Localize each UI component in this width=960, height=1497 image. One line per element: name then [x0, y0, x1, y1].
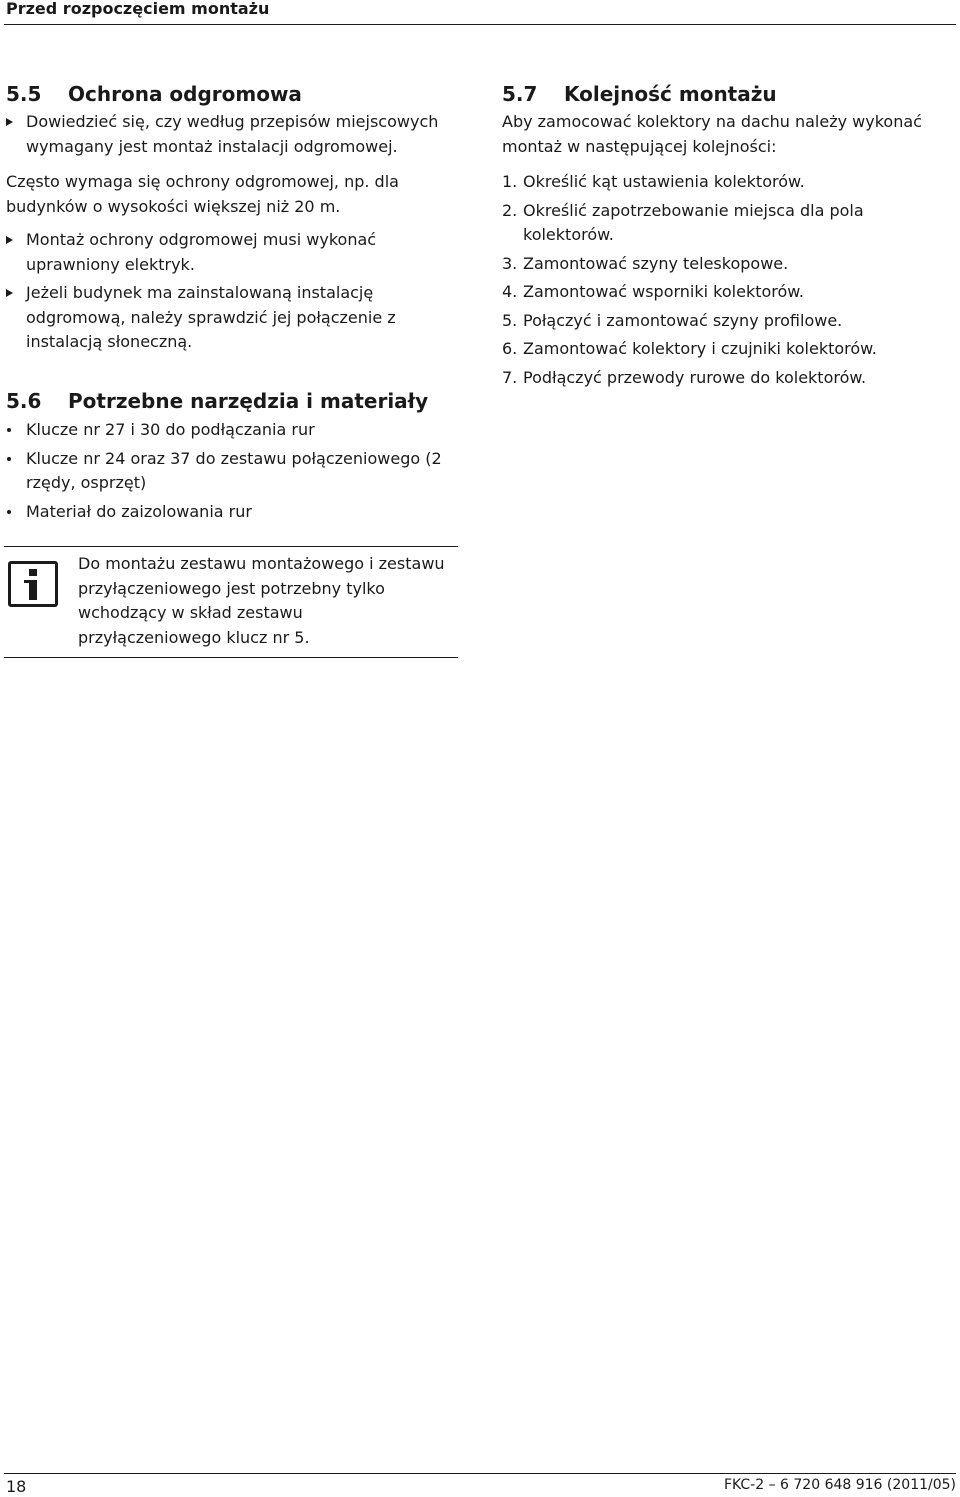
info-note — [4, 546, 458, 658]
step-number: 2. — [502, 200, 518, 220]
page-number: 18 — [6, 1477, 27, 1496]
list-item-text: Klucze nr 24 oraz 37 do zestawu połączeniowego (2 rzędy, osprzęt) — [26, 448, 442, 492]
step-number: 6. — [502, 339, 518, 358]
arrow-icon — [6, 118, 13, 126]
list-item — [6, 418, 466, 443]
instruction-text: Montaż ochrony odgromowej musi wykonać uprawniony elektryk. — [26, 230, 377, 274]
bullet-icon — [7, 510, 11, 514]
page-header — [4, 0, 956, 25]
step-item — [502, 309, 952, 334]
list-item — [6, 447, 466, 496]
instruction-item — [6, 110, 466, 159]
list-item — [6, 500, 466, 525]
step-text: Podłączyć przewody rurowe do kolektorów. — [523, 367, 867, 387]
list-item-text: Klucze nr 27 i 30 do podłączania rur — [26, 420, 315, 439]
instruction-text: Jeżeli budynek ma zainstalowaną instalację odgromową, należy sprawdzić jej połączenie z instalacją słoneczną. — [26, 283, 396, 351]
section-number: 5.5 — [6, 82, 42, 106]
instruction-item — [6, 228, 466, 277]
intro-paragraph: Aby zamocować kolektory na dachu należy wykonać montaż w następującej kolejności: — [502, 112, 922, 156]
step-number: 7. — [502, 367, 518, 387]
section-number: 5.6 — [6, 389, 42, 413]
section-5-6-heading — [6, 387, 466, 415]
instruction-item — [6, 281, 466, 355]
instruction-text: Dowiedzieć się, czy według przepisów miejscowych wymagany jest montaż instalacji odgromowej. — [26, 112, 439, 156]
section-number: 5.7 — [502, 82, 538, 106]
step-number: 1. — [502, 172, 518, 191]
section-title: Ochrona odgromowa — [68, 82, 302, 106]
step-text: Połączyć i zamontować szyny profilowe. — [523, 310, 843, 330]
section-5-7-heading — [502, 80, 952, 108]
bullet-icon — [7, 428, 11, 432]
info-text: Do montażu zestawu montażowego i zestawu przyłączeniowego jest potrzebny tylko wchodzący w skład zestawu przyłączeniowego klucz nr 5. — [78, 554, 445, 647]
step-item — [502, 280, 952, 305]
step-text: Zamontować kolektory i czujniki kolektorów. — [523, 339, 877, 358]
section-5-7 — [502, 80, 952, 390]
step-number: 5. — [502, 310, 518, 330]
step-number: 4. — [502, 282, 518, 301]
step-text: Określić zapotrzebowanie miejsca dla pola kolektorów. — [523, 200, 864, 244]
step-text: Zamontować szyny teleskopowe. — [523, 253, 789, 273]
paragraph: Często wymaga się ochrony odgromowej, np. dla budynków o wysokości większej niż 20 m. — [6, 172, 399, 216]
step-item — [502, 199, 952, 248]
list-item-text: Materiał do zaizolowania rur — [26, 501, 252, 521]
bullet-icon — [7, 457, 11, 461]
step-item — [502, 170, 952, 195]
document-id: FKC-2 – 6 720 648 916 (2011/05) — [723, 1477, 956, 1493]
section-title: Kolejność montażu — [564, 82, 777, 106]
arrow-icon — [6, 289, 13, 297]
section-5-5 — [6, 80, 466, 355]
step-item — [502, 337, 952, 362]
step-item — [502, 252, 952, 277]
section-5-5-heading — [6, 80, 466, 108]
info-icon — [8, 561, 58, 607]
header-title: Przed rozpoczęciem montażu — [6, 0, 270, 18]
step-number: 3. — [502, 253, 518, 273]
section-title: Potrzebne narzędzia i materiały — [68, 389, 429, 413]
step-item — [502, 366, 952, 391]
step-text: Określić kąt ustawienia kolektorów. — [523, 172, 805, 191]
arrow-icon — [6, 236, 13, 244]
section-5-6 — [6, 387, 466, 524]
step-text: Zamontować wsporniki kolektorów. — [523, 282, 804, 301]
page-footer — [4, 1473, 956, 1497]
